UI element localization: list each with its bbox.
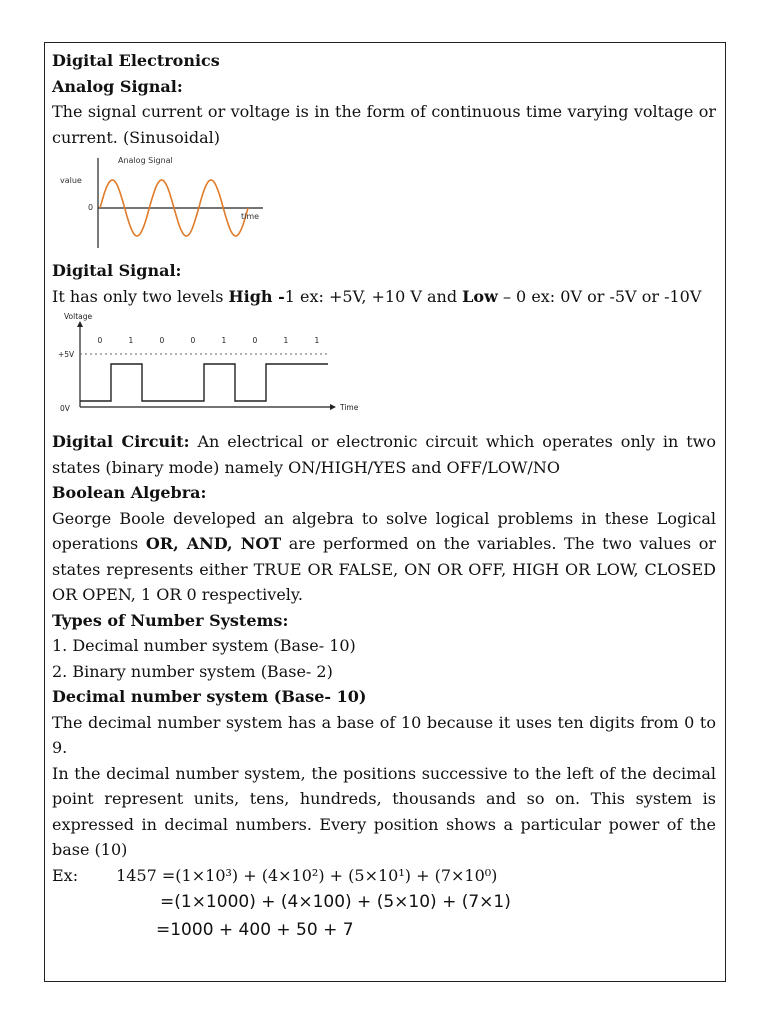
bit-label: 0 [159,336,165,345]
boolean-text-post: are performed on the variables. The two values or states represents either TRUE OR FALSE, ON OR OFF, HIGH OR LOW, CLOSED OR OPEN, 1 OR 0 respectively. [52,534,717,604]
digital-low-level-label: 0V [60,404,70,413]
low-label: Low [462,286,498,306]
digital-x-arrow [330,404,336,410]
digital-x-label: Time [340,403,359,412]
bit-label: 0 [190,336,196,345]
types-item-decimal: 1. Decimal number system (Base- 10) [52,636,356,655]
analog-description: The signal current or voltage is in the form of continuous time varying voltage or current. (Sinusoidal) [52,102,716,147]
decimal-para2: In the decimal number system, the positions successive to the left of the decimal point represent units, tens, hundreds, thousands and so on. This system is expressed in decimal numbers. Every position shows a particular power of the base (10) [52,763,716,859]
digital-heading: Digital Signal: [52,261,182,280]
digital-text-mid1: 1 ex: +5V, +10 V and [284,286,463,306]
types-item-binary: 2. Binary number system (Base- 2) [52,661,333,681]
analog-figure-title: Analog Signal [118,156,173,165]
document-body [52,48,716,944]
example-expr-1: 1457 =(1×10³) + (4×10²) + (5×10¹) + (7×10⁰) [116,865,498,885]
document-title: Digital Electronics [52,51,220,70]
circuit-label: Digital Circuit: [52,432,190,451]
boolean-text-pre: George Boole developed an algebra to solve logical problems in these Logical operations [52,508,716,553]
analog-x-label: time [241,212,260,221]
boolean-paragraph [52,506,716,608]
analog-signal-figure [58,152,268,252]
digital-y-label: Voltage [64,312,93,321]
bit-label: 1 [221,336,227,345]
example-line-3: =1000 + 400 + 50 + 7 [156,920,354,940]
digital-high-level-label: +5V [58,350,75,359]
circuit-paragraph [52,429,716,480]
decimal-heading: Decimal number system (Base- 10) [52,687,367,706]
high-label: High - [228,286,285,306]
analog-zero-label: 0 [88,203,94,212]
digital-text-mid2: – 0 ex: 0V or -5V or -10V [497,286,702,306]
circuit-text: An electrical or electronic circuit which operates only in two states (binary mode) namely ON/HIGH/YES and OFF/LOW/NO [52,432,716,477]
bit-label: 0 [252,336,258,345]
example-label: Ex: [52,865,79,885]
bit-labels [98,336,320,345]
digital-square-wave [80,364,328,401]
bit-label: 1 [128,336,134,345]
digital-y-arrow [77,321,83,327]
decimal-para1: The decimal number system has a base of 10 because it uses ten digits from 0 to 9. [52,712,716,757]
bit-label: 0 [97,336,103,345]
analog-heading: Analog Signal: [52,76,183,96]
boolean-heading: Boolean Algebra: [52,483,207,502]
digital-signal-figure [52,309,372,419]
digital-text-pre: It has only two levels [52,286,229,306]
types-heading: Types of Number Systems: [52,610,289,630]
boolean-ops: OR, AND, NOT [145,534,282,553]
example-line-1 [52,863,716,889]
analog-y-label: value [60,176,82,185]
example-line-2: =(1×1000) + (4×100) + (5×10) + (7×1) [160,892,511,912]
digital-description [52,284,716,310]
bit-label: 1 [283,336,289,345]
bit-label: 1 [314,336,320,345]
